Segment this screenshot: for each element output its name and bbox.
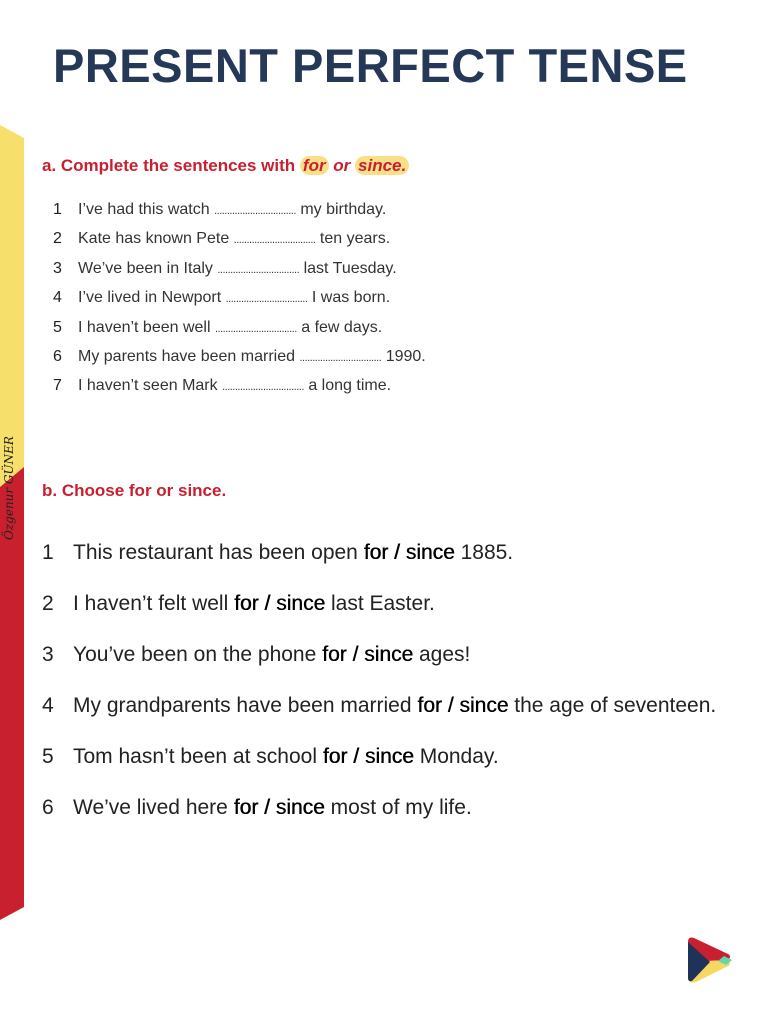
answer-blank[interactable]: ................................ [222,381,304,394]
item-number: 1 [53,201,62,218]
exercise-a-item [53,255,426,284]
choice-for-since[interactable]: for / since [417,694,509,717]
sentence-end: Monday. [413,745,499,768]
answer-blank[interactable]: ................................ [233,234,316,247]
sentence-start: I’ve lived in Newport [78,289,222,307]
sentence-start: Kate has known Pete [78,230,230,248]
item-number: 6 [53,348,62,366]
exercise-a-item [53,225,426,254]
item-number: 5 [53,318,62,336]
sentence-end: most of my life. [324,796,472,819]
exercise-a-item [53,343,426,372]
exercise-b-item [42,591,722,616]
page-title: PRESENT PERFECT TENSE [53,39,688,92]
item-number: 4 [42,694,54,717]
item-number: 1 [42,541,54,564]
exercise-a-item [53,196,426,225]
sentence-start: My grandparents have been married [73,694,418,717]
sentence-end: a long time. [308,377,392,395]
exercise-b-item [42,540,722,565]
choice-for-since[interactable]: for / since [234,592,326,615]
exercise-a-item [53,372,426,401]
exercise-b-item [42,795,722,820]
exercise-a-item [53,314,426,343]
item-number: 4 [53,289,62,307]
sentence-end: my birthday. [300,201,387,218]
sentence-start: I haven’t felt well [73,592,235,615]
sentence-start: I haven’t been well [78,318,211,336]
sentence-end: the age of seventeen. [508,694,717,717]
sentence-end: ten years. [319,230,391,248]
item-number: 6 [42,796,54,819]
exercise-b-item [42,642,722,667]
sentence-end: a few days. [301,318,383,336]
sentence-start: I’ve had this watch [78,201,210,218]
sentence-end: I was born. [311,289,391,307]
sentence-end: ages! [413,643,471,666]
sentence-start: You’ve been on the phone [73,643,323,666]
sentence-start: We’ve lived here [73,796,234,819]
answer-blank[interactable]: ................................ [299,352,382,365]
item-number: 3 [53,259,62,277]
answer-blank[interactable]: ................................ [214,322,297,335]
choice-for-since[interactable]: for / since [322,643,414,666]
section-a-heading: a. Complete the sentences with for or since. [42,156,409,176]
sentence-end: 1990. [385,348,426,366]
item-number: 3 [42,643,54,666]
exercise-b-item [42,693,722,718]
sentence-end: 1885. [454,541,514,564]
sentence-start: This restaurant has been open [73,541,364,564]
highlight-for: for [300,156,329,175]
item-number: 5 [42,745,54,768]
choice-for-since[interactable]: for / since [322,745,414,768]
sentence-start: My parents have been married [78,348,295,366]
author-signature: Özgenur GÜNER [2,436,16,540]
sentence-start: I haven’t seen Mark [78,377,218,395]
exercise-a-list [53,196,426,402]
section-b-heading: b. Choose for or since. [42,481,227,500]
exercise-b-list [42,540,722,846]
answer-blank[interactable]: ................................ [225,293,308,306]
answer-blank[interactable]: ................................ [214,205,296,217]
sentence-start: Tom hasn’t been at school [73,745,323,768]
choice-for-since[interactable]: for / since [363,541,455,564]
item-number: 2 [53,230,62,248]
item-number: 2 [42,592,54,615]
sentence-end: last Easter. [325,592,435,615]
item-number: 7 [53,377,62,395]
choice-for-since[interactable]: for / since [233,796,325,819]
brand-logo-icon [684,934,736,986]
sentence-end: last Tuesday. [303,259,397,277]
exercise-a-item [53,284,426,313]
exercise-b-item [42,744,722,769]
answer-blank[interactable]: ................................ [217,263,300,276]
sentence-start: We’ve been in Italy [78,259,213,277]
highlight-since: since. [355,156,409,175]
